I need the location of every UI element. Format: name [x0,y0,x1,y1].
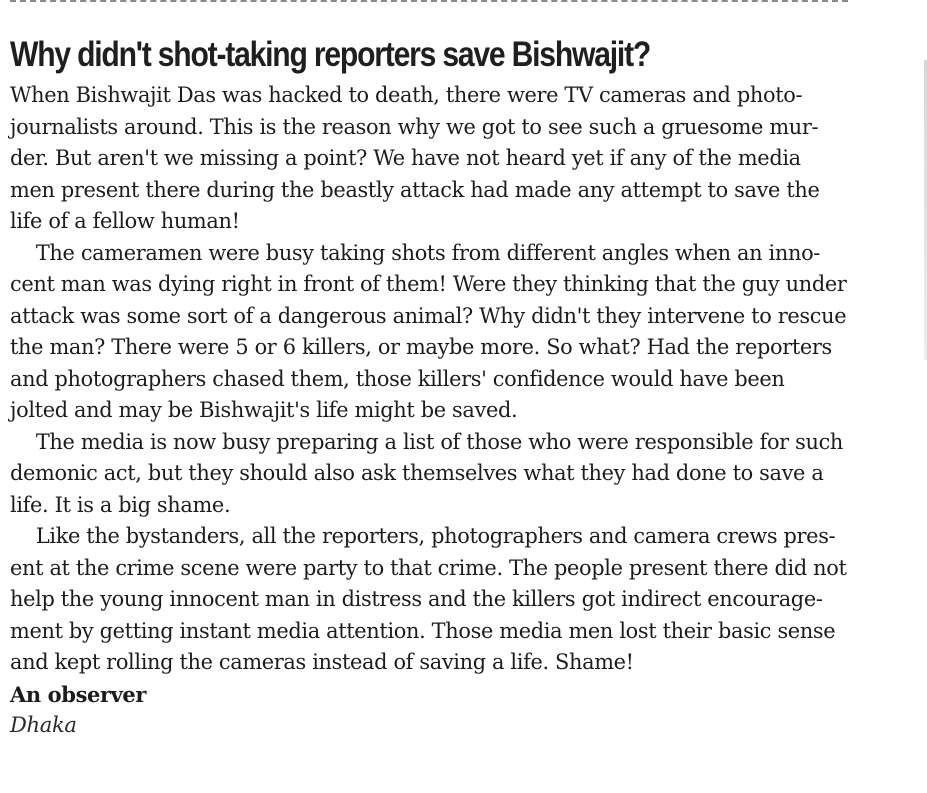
paragraph-1 [10,80,910,238]
text-line: and photographers chased them, those killers' confidence would have been [10,366,785,391]
text-line: men present there during the beastly attack had made any attempt to save the [10,177,820,202]
text-line: ment by getting instant media attention. Those media men lost their basic sense [10,618,836,643]
text-line: jolted and may be Bishwajit's life might be saved. [10,398,518,422]
text-line: The media is now busy preparing a list of those who were responsible for such [35,429,844,454]
text-line: der. But aren't we missing a point? We have not heard yet if any of the media [10,146,801,170]
top-dashed-rule [10,0,848,2]
paragraph-2 [10,238,910,427]
text-line: cent man was dying right in front of them! Were they thinking that the guy under [10,272,847,296]
paragraph-3 [10,427,910,522]
text-line: and kept rolling the cameras instead of saving a life. Shame! [10,650,634,674]
paragraph-4 [10,521,910,679]
text-line: help the young innocent man in distress and the killers got indirect encourage- [10,587,823,611]
text-line: the man? There were 5 or 6 killers, or maybe more. So what? Had the reporters [10,335,832,359]
text-line: The cameramen were busy taking shots from different angles when an inno- [35,240,821,265]
letter-article [10,34,910,741]
signature-name: An observer [10,681,147,707]
headline: Why didn't shot-taking reporters save Bishwajit? [10,35,651,74]
text-line: ent at the crime scene were party to that crime. The people present there did not [10,555,847,580]
text-line: journalists around. This is the reason why we got to see such a gruesome mur- [10,114,819,139]
text-line: life of a fellow human! [10,209,240,233]
letter-body [10,80,910,679]
text-line: attack was some sort of a dangerous animal? Why didn't they intervene to rescue [10,303,847,328]
text-line: life. It is a big shame. [10,492,231,517]
text-line: Like the bystanders, all the reporters, photographers and camera crews pres- [35,524,836,548]
text-line: When Bishwajit Das was hacked to death, there were TV cameras and photo- [10,83,803,107]
signature-place: Dhaka [10,712,77,737]
text-line: demonic act, but they should also ask themselves what they had done to save a [10,461,824,485]
